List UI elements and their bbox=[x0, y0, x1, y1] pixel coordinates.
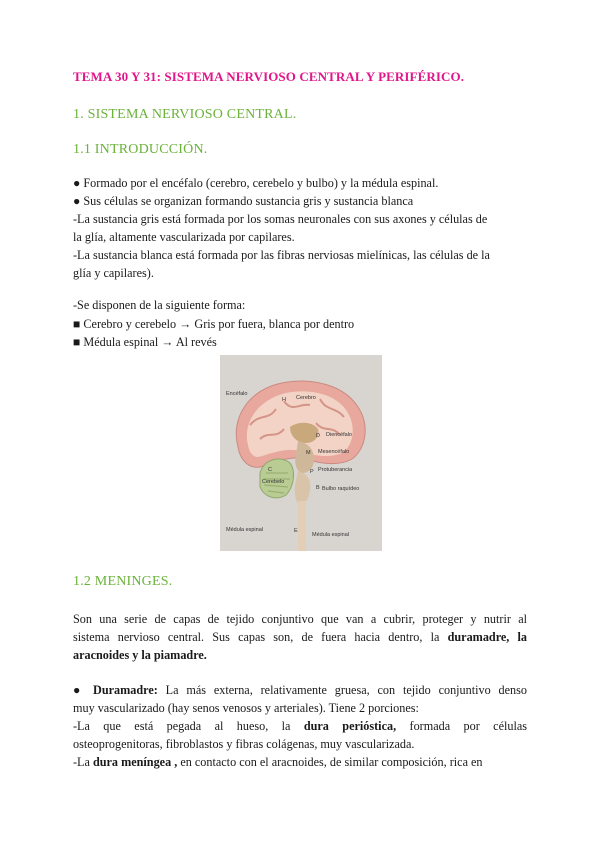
label-medula-izquierda: Médula espinal bbox=[226, 527, 263, 533]
section-heading: 1. SISTEMA NERVIOSO CENTRAL. bbox=[73, 107, 297, 122]
duramadre-line-2: muy vascularizado (hay senos venosos y arteriales). Tiene 2 porciones: bbox=[73, 701, 419, 715]
brain-sagittal-figure bbox=[220, 355, 382, 551]
label-diencefalo: Diencéfalo bbox=[326, 432, 352, 438]
dura-periostica-line-2: osteoprogenitoras, fibroblastos y fibras colágenas, muy vascularizada. bbox=[73, 737, 415, 751]
duramadre-line-1: ● Duramadre: La más externa, relativamente gruesa, con tejido conjuntivo denso bbox=[73, 683, 527, 697]
text-sustancia-gris-1: -La sustancia gris está formada por los somas neuronales con sus axones y células de bbox=[73, 212, 488, 226]
label-b: B bbox=[316, 485, 320, 491]
label-d: D bbox=[316, 433, 320, 439]
document-title: TEMA 30 Y 31: SISTEMA NERVIOSO CENTRAL Y PERIFÉRICO. bbox=[73, 69, 465, 84]
label-e: E bbox=[294, 528, 298, 534]
text-disposicion: -Se disponen de la siguiente forma: bbox=[73, 298, 246, 312]
bullet-formado: ● Formado por el encéfalo (cerebro, cerebelo y bulbo) y la médula espinal. bbox=[73, 176, 439, 190]
text-sustancia-blanca-2: glía y capilares). bbox=[73, 266, 154, 280]
text-sustancia-blanca-1: -La sustancia blanca está formada por las fibras nerviosas mielínicas, las células de la bbox=[73, 248, 490, 262]
label-c: C bbox=[268, 467, 272, 473]
meninges-paragraph-line-3: aracnoides y la piamadre. bbox=[73, 648, 207, 662]
list-item-medula: ■ Médula espinal → Al revés bbox=[73, 335, 217, 349]
dura-meningea-line: -La dura meníngea , en contacto con el aracnoides, de similar composición, rica en bbox=[73, 755, 483, 769]
label-protuberancia: Protuberancia bbox=[318, 467, 353, 473]
text-sustancia-gris-2: la glía, altamente vascularizada por capilares. bbox=[73, 230, 295, 244]
meninges-paragraph-line-1: Son una serie de capas de tejido conjuntivo que van a cubrir, proteger y nutrir al bbox=[73, 612, 527, 626]
brain-illustration bbox=[220, 355, 382, 551]
label-p: P bbox=[310, 469, 314, 475]
label-bulbo: Bulbo raquídeo bbox=[322, 486, 360, 492]
subsection-heading-introduccion: 1.1 INTRODUCCIÓN. bbox=[73, 142, 208, 157]
bullet-celulas: ● Sus células se organizan formando sustancia gris y sustancia blanca bbox=[73, 194, 414, 208]
label-m: M bbox=[306, 450, 311, 456]
list-item-cerebro: ■ Cerebro y cerebelo → Gris por fuera, blanca por dentro bbox=[73, 317, 355, 331]
subsection-heading-meninges: 1.2 MENINGES. bbox=[73, 574, 173, 589]
dura-periostica-line-1: -La que está pegada al hueso, la dura perióstica, formada por células bbox=[73, 719, 528, 733]
label-medula-derecha: Médula espinal bbox=[312, 532, 349, 538]
label-cerebelo: Cerebelo bbox=[262, 479, 285, 485]
label-mesencefalo: Mesencéfalo bbox=[318, 449, 350, 455]
label-encefalo: Encéfalo bbox=[226, 391, 248, 397]
label-cerebro: Cerebro bbox=[296, 395, 316, 401]
label-h: H bbox=[282, 397, 286, 403]
meninges-paragraph-line-2: sistema nervioso central. Sus capas son, de fuera hacia dentro, la duramadre, la bbox=[73, 630, 527, 644]
